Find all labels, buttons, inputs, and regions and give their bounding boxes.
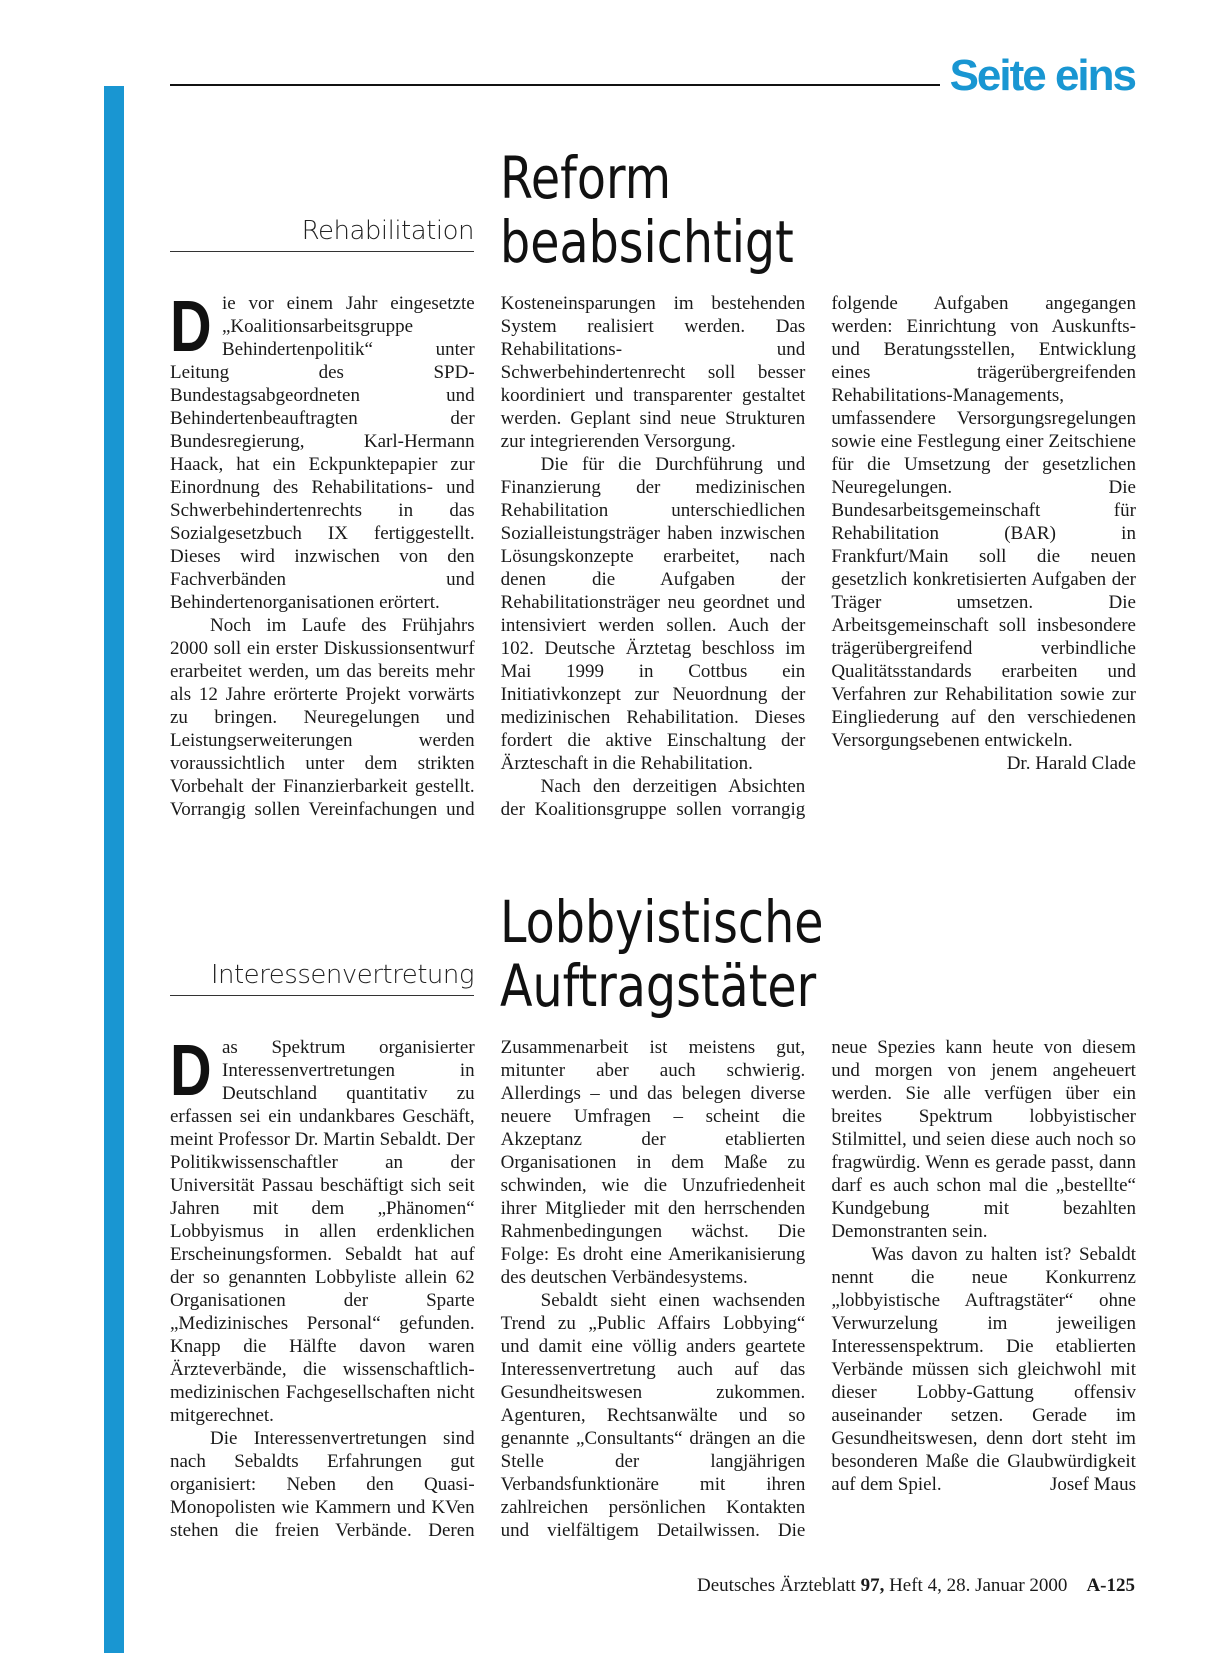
article1-paragraph-2: Noch im Laufe des Frühjahrs 2000 soll ein erster Diskussionsentwurf erarbeitet werden, um das bereits mehr als 12 Jahre erörterte Projekt vorwärts zu bringen. Neuregelungen und Leistungserweiterungen werden voraussichtlich unter dem strikten Vorbehalt der Finanzierbarkeit gestellt. Vorrangig sollen Vereinfachungen und Kosteneinsparungen im bestehenden System realisiert werden. Das Rehabilitations- und Schwerbehindertenrecht soll besser koordiniert und transparenter gestaltet werden. Geplant sind neue Strukturen zur integrierenden Versorgung.: [170, 293, 806, 820]
article1-dropcap: D: [170, 287, 212, 367]
article2-paragraph-2: Die Interessenvertretungen sind nach Sebaldts Erfahrungen gut organisiert: Neben den Quasi-Monopolisten wie Kammern und KVen stehen die freien Verbände. Deren Zusammenarbeit ist meistens gut, mitunter aber auch schwierig. Allerdings – und das belegen diverse neuere Umfragen – scheint die Akzeptanz der etablierten Organisationen in dem Maße zu schwinden, wie die Unzufriedenheit ihrer Mitglieder mit den herrschenden Rahmenbedingungen wächst. Die Folge: Es droht eine Amerikanisierung des deutschen Verbändesystems.: [170, 1037, 806, 1541]
article2-headline-line1: Lobbyistische: [500, 888, 824, 956]
article1-kicker-rule: [170, 251, 474, 252]
article1-paragraph-4: Nach den derzeitigen Absichten der Koalitionsgruppe sollen vorrangig folgende Aufgaben angegangen werden: Einrichtung von Auskunfts- und Beratungsstellen, Entwicklung eines trägerübergreifenden Rehabilitations-Managements, umfassendere Versorgungsregelungen sowie eine Festlegung einer Zeitschiene für die Umsetzung der gesetzlichen Neuregelungen. Die Bundesarbeitsgemeinschaft für Rehabilitation (BAR) in Frankfurt/Main soll die neuen gesetzlich konkretisierten Aufgaben der Träger umsetzen. Die Arbeitsgemeinschaft soll insbesondere trägerübergreifend verbindliche Qualitätsstandards erarbeiten und Verfahren zur Rehabilitation sowie zur Eingliederung auf den verschiedenen Versorgungsebenen entwickeln. Dr. Harald Clade: [500, 293, 1136, 820]
article1-kicker: Rehabilitation: [301, 216, 474, 246]
article1-body: [170, 287, 1136, 827]
page-footer: [697, 1575, 1135, 1597]
article1-headline: [500, 146, 794, 274]
article1-author: Dr. Harald Clade: [1006, 753, 1136, 774]
article2-body: [170, 1031, 1136, 1551]
article1-paragraph-3: Die für die Durchführung und Finanzierung der medizinischen Rehabilitation unterschiedlichen Sozialleistungsträger haben inzwischen Lösungskonzepte erarbeitet, nach denen die Aufgaben der Rehabilitationsträger neu geordnet und intensiviert werden sollen. Auch der 102. Deutsche Ärztetag beschloss im Mai 1999 in Cottbus ein Initiativkonzept zur Neuordnung der medizinischen Rehabilitation. Dieses fordert die aktive Einschaltung der Ärzteschaft in die Rehabilitation.: [500, 454, 806, 774]
article1-headline-line2: beabsichtigt: [500, 208, 794, 276]
accent-side-bar: [104, 86, 124, 1653]
footer-journal: Deutsches Ärzteblatt: [697, 1575, 856, 1596]
article2-author: Josef Maus: [1049, 1474, 1136, 1495]
article1-paragraph-1: Die vor einem Jahr eingesetzte „Koalitionsarbeitsgruppe Behindertenpolitik“ unter Leitung des SPD-Bundestagsabgeordneten und Behindertenbeauftragten der Bundesregierung, Karl-Hermann Haack, hat ein Eckpunktepapier zur Einordnung des Rehabilitations- und Schwerbehindertenrechts in das Sozialgesetzbuch IX fertiggestellt. Dieses wird inzwischen von den Fachverbänden und Behindertenorganisationen erörtert.: [170, 287, 475, 613]
article2-dropcap: D: [170, 1031, 212, 1111]
section-title: Seite eins: [949, 51, 1135, 100]
article2-headline: [500, 890, 823, 1018]
article2-paragraph-1: Das Spektrum organisierter Interessenvertretungen in Deutschland quantitativ zu erfassen sei ein undankbares Geschäft, meint Professor Dr. Martin Sebaldt. Der Politikwissenschaftler an der Universität Passau beschäftigt sich seit Jahren mit dem „Phänomen“ Lobbyismus in allen erdenklichen Erscheinungsformen. Sebaldt hat auf der so genannten Lobbyliste allein 62 Organisationen der Sparte „Medizinisches Personal“ gefunden. Knapp die Hälfte davon waren Ärzteverbände, die wissenschaftlich-medizinischen Fachgesellschaften nicht mitgerechnet.: [170, 1031, 475, 1426]
footer-page-number: A-125: [1086, 1575, 1135, 1596]
header-rule: [170, 84, 940, 86]
article2-headline-line2: Auftragstäter: [500, 952, 817, 1020]
article1-headline-line1: Reform: [500, 144, 672, 212]
article2-kicker-rule: [170, 995, 474, 996]
footer-issue: Heft 4, 28. Januar 2000: [889, 1575, 1068, 1596]
article2-kicker: Interessenvertretung: [210, 960, 474, 990]
article2-paragraph-3: Sebaldt sieht einen wachsenden Trend zu „Public Affairs Lobbying“ und damit eine völlig anders geartete Interessenvertretung auch auf das Gesundheitswesen zukommen. Agenturen, Rechtsanwälte und so genannte „Consultants“ drängen an die Stelle der langjährigen Verbandsfunktionäre mit ihren zahlreichen persönlichen Kontakten und vielfältigem Detailwissen. Die neue Spezies kann heute von diesem und morgen von jenem angeheuert werden. Sie alle verfügen über ein breites Spektrum lobbyistischer Stilmittel, und seien diese auch noch so fragwürdig. Wenn es gerade passt, dann darf es auch schon mal die „bestellte“ Kundgebung mit bezahlten Demonstranten sein.: [500, 1037, 1136, 1541]
article2-paragraph-4: Was davon zu halten ist? Sebaldt nennt die neue Konkurrenz „lobbyistische Auftragstäter“ ohne Verwurzelung im jeweiligen Interessenspektrum. Die etablierten Verbände müssen sich gleichwohl mit dieser Lobby-Gattung offensiv auseinander setzen. Gerade im Gesundheitswesen, denn dort steht im besonderen Maße die Glaubwürdigkeit auf dem Spiel. Josef Maus: [831, 1244, 1136, 1495]
footer-volume: 97,: [860, 1575, 885, 1596]
